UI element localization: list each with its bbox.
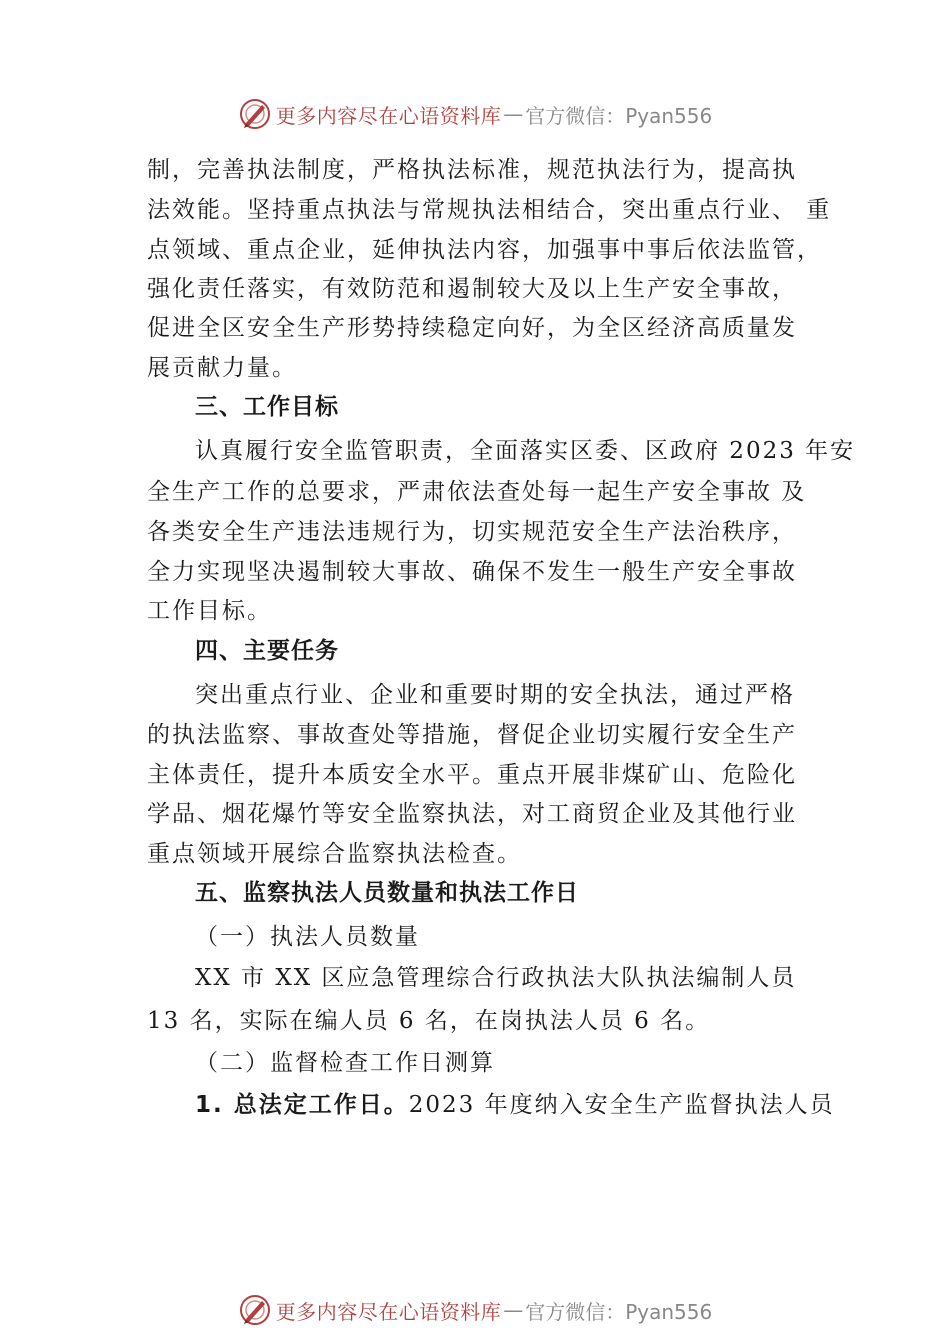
paragraph-line: 各类安全生产违法违规行为，切实规范安全生产法治秩序， xyxy=(147,519,797,545)
watermark-library-text: 更多内容尽在心语资料库 xyxy=(275,103,502,128)
paragraph-line: 促进全区安全生产形势持续稳定向好，为全区经济高质量发 xyxy=(147,315,797,341)
list-item xyxy=(195,1090,875,1120)
subsection-heading-staff-count: （一）执法人员数量 xyxy=(195,924,420,950)
paragraph-line: 学品、烟花爆竹等安全监察执法，对工商贸企业及其他行业 xyxy=(147,801,797,827)
section-heading-goals: 三、工作目标 xyxy=(195,394,339,420)
paragraph-line: 主体责任，提升本质安全水平。重点开展非煤矿山、危险化 xyxy=(147,762,797,788)
list-item-text: 2023 年度纳入安全生产监督执法人员 xyxy=(408,1092,835,1118)
paragraph-line: 点领域、重点企业，延伸执法内容，加强事中事后依法监管， xyxy=(147,237,822,263)
paragraph-line: 突出重点行业、企业和重要时期的安全执法，通过严格 xyxy=(195,682,795,708)
watermark-wechat-text: 官方微信：Pyan556 xyxy=(525,103,713,128)
paragraph-line: 工作目标。 xyxy=(147,598,272,624)
paragraph-line: XX 市 XX 区应急管理综合行政执法大队执法编制人员 xyxy=(195,965,797,991)
watermark-wechat-text: 官方微信：Pyan556 xyxy=(525,1299,713,1324)
paragraph-line: 强化责任落实，有效防范和遏制较大及以上生产安全事故， xyxy=(147,276,797,302)
section-heading-staffing: 五、监察执法人员数量和执法工作日 xyxy=(195,880,579,906)
section-heading-tasks: 四、主要任务 xyxy=(195,638,339,664)
paragraph-line: 的执法监察、事故查处等措施，督促企业切实履行安全生产 xyxy=(147,722,797,748)
pen-logo-icon xyxy=(238,1293,272,1327)
paragraph-line: 重点领域开展综合监察执法检查。 xyxy=(147,841,522,867)
subsection-heading-workday-calc: （二）监督检查工作日测算 xyxy=(195,1050,495,1076)
paragraph-line: 制，完善执法制度，严格执法标准，规范执法行为，提高执 xyxy=(147,157,797,183)
paragraph-line: 法效能。坚持重点执法与常规执法相结合，突出重点行业、 重 xyxy=(147,197,832,223)
paragraph-line: 13 名，实际在编人员 6 名，在岗执法人员 6 名。 xyxy=(147,1008,711,1034)
paragraph-line: 展贡献力量。 xyxy=(147,355,297,381)
paragraph-line: 全生产工作的总要求，严肃依法查处每一起生产安全事故 及 xyxy=(147,479,807,505)
watermark-separator: — xyxy=(503,1298,524,1322)
paragraph-line: 全力实现坚决遏制较大事故、确保不发生一般生产安全事故 xyxy=(147,559,797,585)
watermark-separator: — xyxy=(503,102,524,126)
pen-logo-icon xyxy=(238,97,272,131)
watermark-banner-top xyxy=(0,94,950,134)
watermark-banner-bottom xyxy=(0,1290,950,1330)
paragraph-line: 认真履行安全监管职责，全面落实区委、区政府 2023 年安 xyxy=(195,438,856,464)
list-item-title: 1. 总法定工作日。 xyxy=(195,1092,409,1118)
watermark-library-text: 更多内容尽在心语资料库 xyxy=(275,1299,502,1324)
